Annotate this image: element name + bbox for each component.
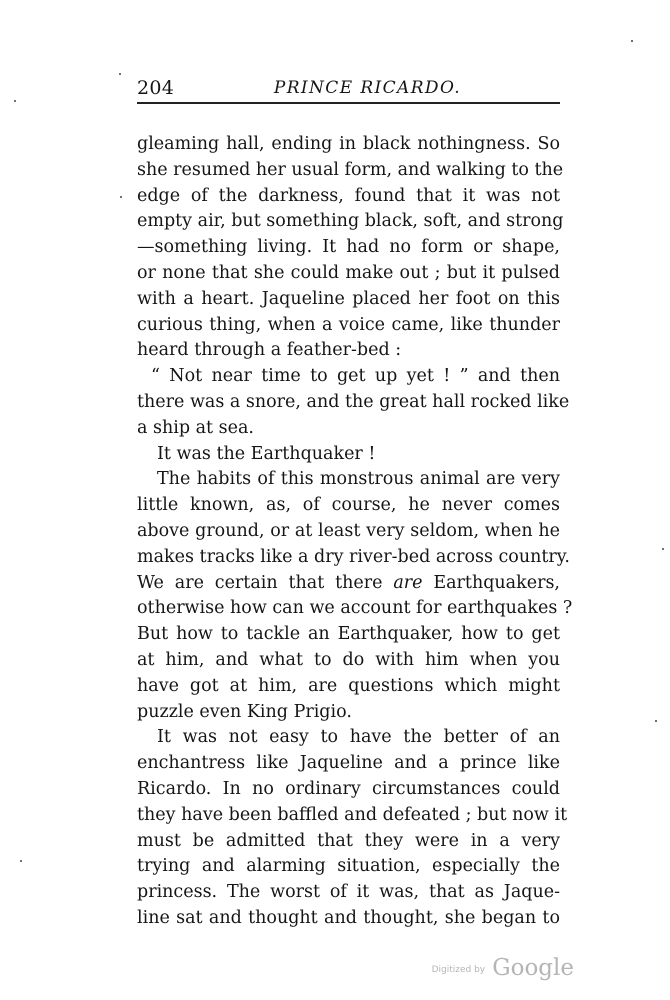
body-text xyxy=(137,132,573,932)
speck xyxy=(14,100,16,102)
text-line: princess. The worst of it was, that as Jaque- xyxy=(137,882,560,903)
page-number: 204 xyxy=(137,77,175,99)
text-line: trying and alarming situation, especially the xyxy=(137,856,560,877)
text-line: gleaming hall, ending in black nothingness. So xyxy=(137,134,560,154)
text-line: enchantress like Jaqueline and a prince like xyxy=(137,753,560,774)
watermark-brand: Google xyxy=(492,955,574,981)
watermark-prefix: Digitized by xyxy=(431,965,486,975)
speck xyxy=(631,40,633,42)
text-line: makes tracks like a dry river-bed across country. xyxy=(137,546,570,567)
text-line: edge of the darkness, found that it was not xyxy=(137,185,560,206)
running-head: PRINCE RICARDO. xyxy=(273,78,462,98)
text-line: heard through a feather-bed : xyxy=(137,340,402,361)
text-line: at him, and what to do with him when you xyxy=(137,649,560,670)
text-line: —something living. It had no form or shape, xyxy=(137,237,560,258)
text-line: puzzle even King Prigio. xyxy=(137,701,352,722)
text-line: she resumed her usual form, and walking to the xyxy=(137,159,564,180)
text-line: a ship at sea. xyxy=(137,417,254,438)
speck xyxy=(655,720,657,722)
text-line: with a heart. Jaqueline placed her foot on this xyxy=(137,288,560,309)
text-line: must be admitted that they were in a very xyxy=(137,830,560,851)
text-line: We are certain that there are Earthquakers, xyxy=(137,572,560,593)
text-line: Ricardo. In no ordinary circumstances could xyxy=(137,778,560,799)
text-line: or none that she could make out ; but it pulsed xyxy=(137,262,560,283)
speck xyxy=(120,196,122,198)
speck xyxy=(20,860,22,862)
text-line: It was not easy to have the better of an xyxy=(157,727,560,748)
text-line: they have been baffled and defeated ; but now it xyxy=(137,804,568,825)
text-line: there was a snore, and the great hall rocked like xyxy=(137,391,570,412)
text-line: little known, as, of course, he never comes xyxy=(137,495,560,516)
page-header xyxy=(137,77,560,105)
text-line: otherwise how can we account for earthquakes ? xyxy=(137,598,573,619)
text-line: “ Not near time to get up yet ! ” and then xyxy=(151,366,560,387)
text-line: But how to tackle an Earthquaker, how to get xyxy=(137,624,560,645)
text-line: above ground, or at least very seldom, when he xyxy=(137,520,560,541)
text-line: line sat and thought and thought, she began to xyxy=(137,907,560,928)
digitized-watermark xyxy=(432,955,574,981)
text-line: have got at him, are questions which might xyxy=(137,675,560,696)
text-line: It was the Earthquaker ! xyxy=(157,443,376,464)
text-line: The habits of this monstrous animal are very xyxy=(157,469,560,490)
speck xyxy=(662,548,664,550)
header-rule xyxy=(137,102,560,104)
text-line: curious thing, when a voice came, like thunder xyxy=(137,314,560,335)
speck xyxy=(119,73,121,75)
text-line: empty air, but something black, soft, and strong xyxy=(137,211,564,232)
